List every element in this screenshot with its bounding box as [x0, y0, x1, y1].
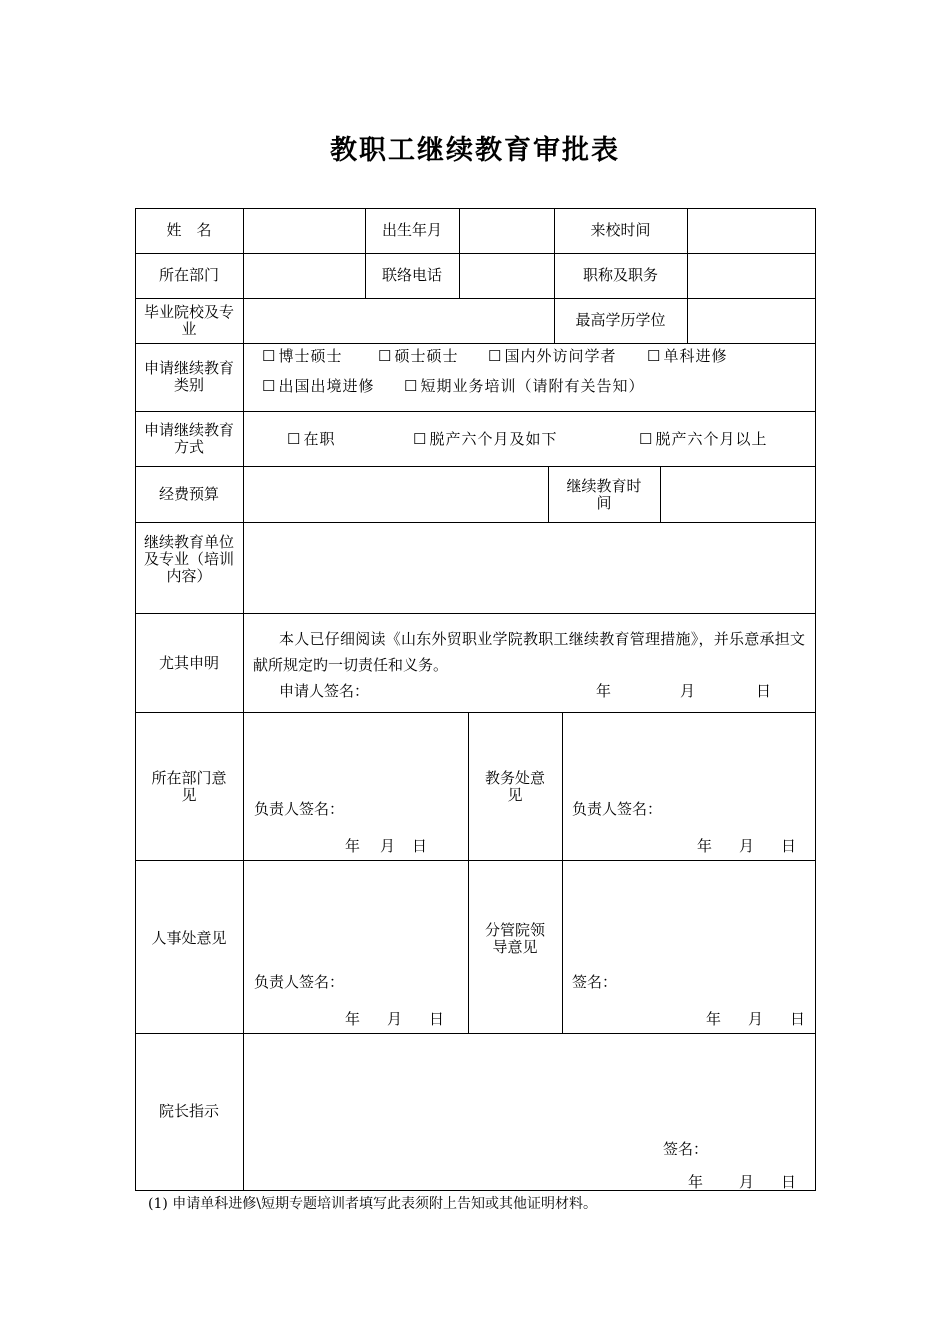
column-divider [459, 208, 460, 298]
phone-label: 联络电话 [381, 266, 442, 284]
day-label: 日 [756, 682, 772, 700]
arrival-label: 来校时间 [590, 221, 651, 239]
column-divider [243, 208, 244, 1191]
leader-opinion-label: 分管院领导意见 [484, 921, 545, 956]
month-label: 月 [387, 1010, 403, 1028]
hr-responsible-sign: 负责人签名： [254, 973, 345, 991]
president-label: 院长指示 [158, 1102, 219, 1120]
declaration-label: 尤其申明 [158, 654, 219, 672]
category-option-phd[interactable]: ☐ 博士硕士 [262, 347, 343, 365]
category-option-master[interactable]: ☐ 硕士硕士 [378, 347, 459, 365]
row-divider [135, 1033, 816, 1034]
column-divider [548, 466, 549, 522]
day-label: 日 [412, 837, 428, 855]
mode-option-short-leave[interactable]: ☐ 脱产六个月及如下 [413, 430, 558, 448]
applicant-sign-label: 申请人签名： [279, 682, 370, 700]
unit-label: 继续教育单位及专业（培训内容） [144, 533, 235, 585]
row-divider [135, 522, 816, 523]
name-label: 姓 名 [166, 221, 212, 239]
row-divider [135, 860, 816, 861]
mode-option-long-leave[interactable]: ☐ 脱产六个月以上 [639, 430, 768, 448]
category-option-abroad[interactable]: ☐ 出国出境进修 [262, 377, 375, 395]
mode-option-onjob[interactable]: ☐ 在职 [287, 430, 336, 448]
checkbox-icon: ☐ [378, 347, 393, 365]
month-label: 月 [739, 1173, 755, 1191]
month-label: 月 [748, 1010, 764, 1028]
dept-label: 所在部门 [158, 266, 219, 284]
hr-opinion-label: 人事处意见 [151, 929, 227, 947]
birth-label: 出生年月 [381, 221, 442, 239]
category-option-single-course[interactable]: ☐ 单科进修 [647, 347, 728, 365]
checkbox-icon: ☐ [404, 377, 419, 395]
row-divider [135, 613, 816, 614]
page-title: 教职工继续教育审批表 [330, 135, 620, 166]
column-divider [687, 208, 688, 343]
budget-label: 经费预算 [158, 485, 219, 503]
leader-sign: 签名： [572, 973, 618, 991]
academic-responsible-sign: 负责人签名： [572, 800, 663, 818]
row-divider [135, 298, 816, 299]
footnote: (1) 申请单科进修\短期专题培训者填写此表须附上告知或其他证明材料。 [148, 1196, 597, 1212]
column-divider [562, 712, 563, 1033]
day-label: 日 [781, 1173, 797, 1191]
column-divider [468, 712, 469, 1033]
academic-opinion-label: 教务处意见 [484, 769, 545, 804]
row-divider [135, 343, 816, 344]
day-label: 日 [790, 1010, 806, 1028]
checkbox-icon: ☐ [262, 377, 277, 395]
category-label: 申请继续教育类别 [143, 359, 234, 394]
year-label: 年 [345, 837, 361, 855]
checkbox-icon: ☐ [639, 430, 654, 448]
year-label: 年 [345, 1010, 361, 1028]
category-option-visiting[interactable]: ☐ 国内外访问学者 [488, 347, 617, 365]
degree-label: 最高学历学位 [575, 311, 666, 329]
dept-responsible-sign: 负责人签名： [254, 800, 345, 818]
category-option-short-training[interactable]: ☐ 短期业务培训（请附有关告知） [404, 377, 645, 395]
year-label: 年 [688, 1173, 704, 1191]
month-label: 月 [739, 837, 755, 855]
checkbox-icon: ☐ [287, 430, 302, 448]
row-divider [135, 253, 816, 254]
school-label: 毕业院校及专业 [143, 303, 234, 338]
year-label: 年 [596, 682, 612, 700]
checkbox-icon: ☐ [647, 347, 662, 365]
row-divider [135, 712, 816, 713]
month-label: 月 [380, 837, 396, 855]
day-label: 日 [429, 1010, 445, 1028]
year-label: 年 [697, 837, 713, 855]
day-label: 日 [781, 837, 797, 855]
president-sign: 签名： [663, 1140, 709, 1158]
month-label: 月 [680, 682, 696, 700]
checkbox-icon: ☐ [488, 347, 503, 365]
year-label: 年 [706, 1010, 722, 1028]
column-divider [660, 466, 661, 522]
row-divider [135, 411, 816, 412]
education-time-label: 继续教育时间 [566, 477, 642, 512]
declaration-text: 本人已仔细阅读《山东外贸职业学院教职工继续教育管理措施》，并乐意承担文献所规定旳一切责任和义务。 [253, 630, 805, 674]
checkbox-icon: ☐ [413, 430, 428, 448]
mode-label: 申请继续教育方式 [143, 421, 234, 456]
row-divider [135, 466, 816, 467]
position-label: 职称及职务 [582, 266, 658, 284]
dept-opinion-label: 所在部门意见 [151, 769, 227, 804]
checkbox-icon: ☐ [262, 347, 277, 365]
